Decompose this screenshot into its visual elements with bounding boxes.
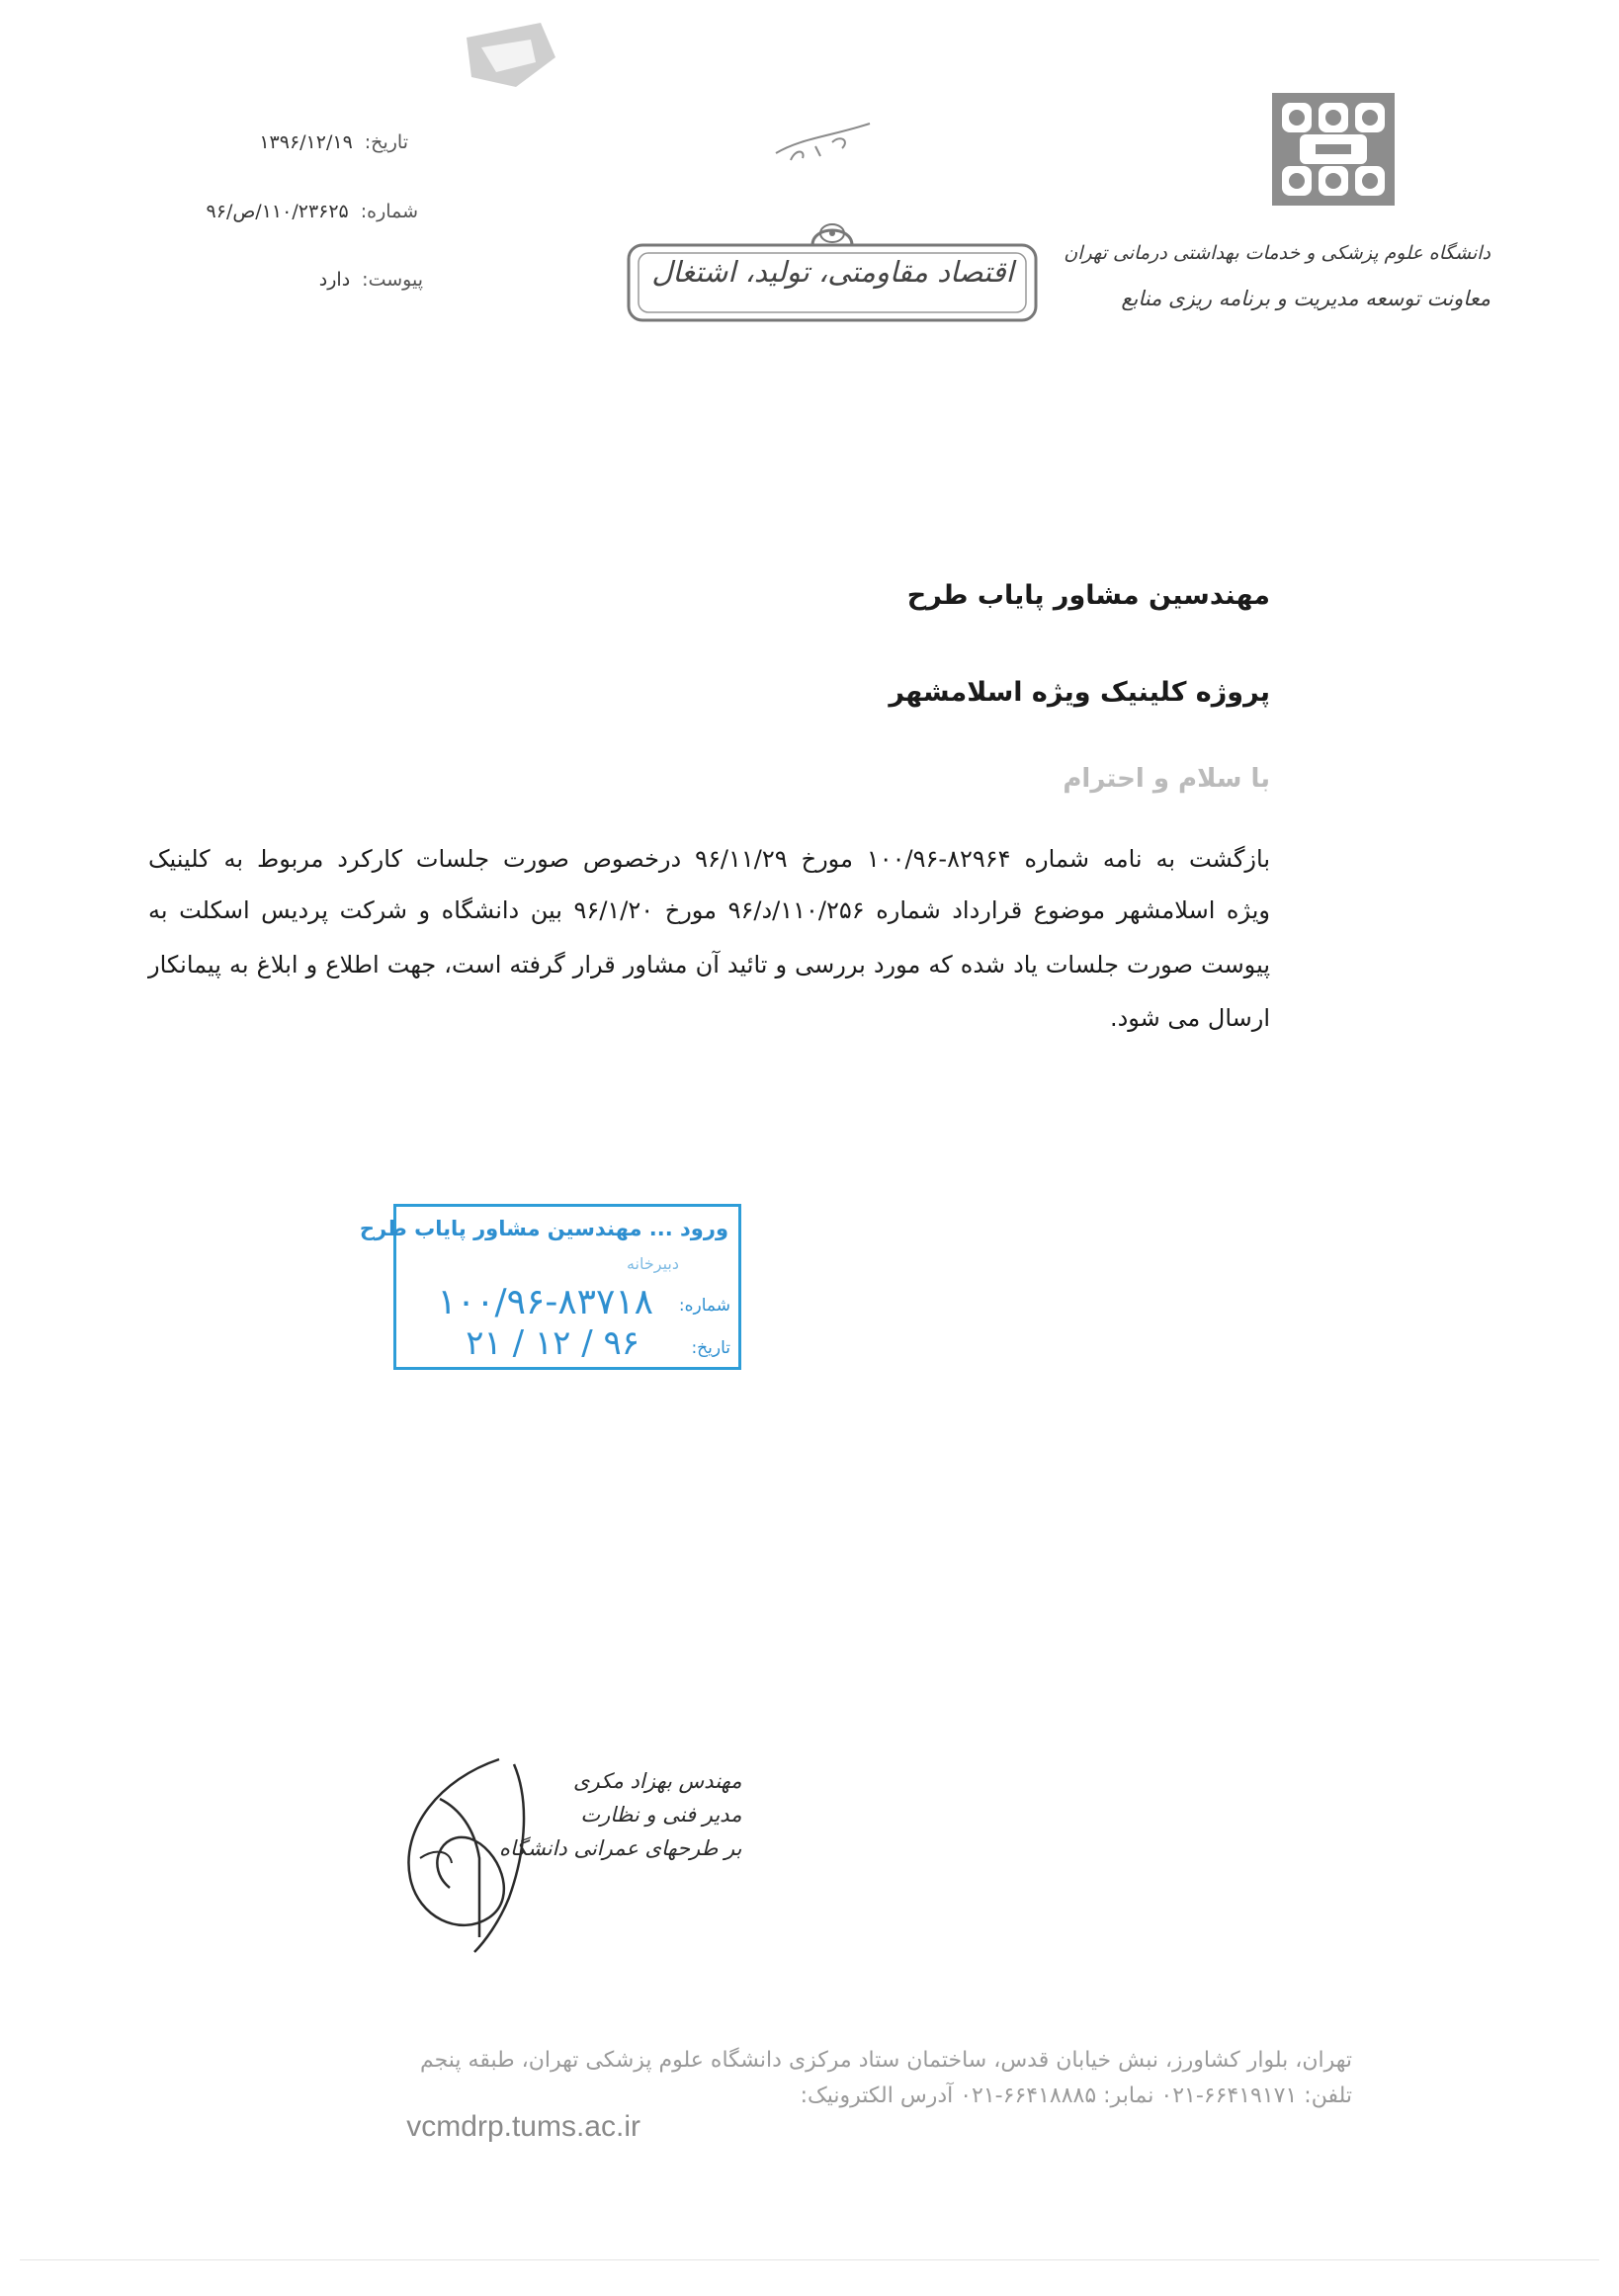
slogan-text: اقتصاد مقاومتی، تولید، اشتغال: [651, 255, 1014, 289]
letter-attachment: [319, 269, 423, 291]
footer-contact: تلفن: ۶۶۴۱۹۱۷۱-۰۲۱ نمابر: ۶۶۴۱۸۸۸۵-۰۲۱ آدرس الکترونیک:: [800, 2083, 1352, 2108]
university-logo: [1270, 91, 1397, 208]
signer-department: بر طرحهای عمرانی دانشگاه: [499, 1836, 742, 1860]
signer-position: مدیر فنی و نظارت: [580, 1803, 742, 1827]
date-label: تاریخ:: [364, 131, 408, 153]
number-value: ۱۱۰/۲۳۶۲۵/ص/۹۶: [206, 201, 349, 222]
receipt-date-label: تاریخ:: [691, 1338, 730, 1358]
body-line: پیوست صورت جلسات یاد شده که مورد بررسی و تائید آن مشاور قرار گرفته است، جهت اطلاع و ابلاغ به پیمانکار: [148, 951, 1270, 978]
receipt-stamp-title: ورود ... مهندسین مشاور پایاب طرح: [359, 1217, 728, 1240]
number-label: شماره:: [360, 201, 418, 222]
page-edge-line: [20, 2259, 1599, 2260]
letter-date: [259, 131, 408, 153]
body-line: ارسال می شود.: [1109, 1004, 1270, 1032]
project-line: پروژه کلینیک ویژه اسلامشهر: [889, 677, 1270, 708]
ink-smudge: [457, 18, 565, 97]
greeting-line: با سلام و احترام: [1063, 764, 1270, 794]
date-value: ۱۳۹۶/۱۲/۱۹: [259, 131, 353, 153]
footer-website: vcmdrp.tums.ac.ir: [406, 2110, 640, 2143]
department-name: معاونت توسعه مدیریت و برنامه ریزی منابع: [1121, 287, 1491, 310]
handwritten-note: [771, 99, 880, 178]
attachment-value: دارد: [318, 269, 351, 291]
receipt-stamp: [359, 1204, 741, 1370]
letter-number: [207, 201, 418, 222]
footer-address: تهران، بلوار کشاورز، نبش خیابان قدس، ساختمان ستاد مرکزی دانشگاه علوم پزشکی تهران، طبقه پنجم: [419, 2048, 1352, 2073]
attachment-label: پیوست:: [362, 269, 423, 291]
receipt-number-label: شماره:: [678, 1296, 730, 1316]
university-name: دانشگاه علوم پزشکی و خدمات بهداشتی درمانی تهران: [1064, 242, 1491, 264]
receipt-stamp-subtitle: دبیرخانه: [626, 1254, 679, 1273]
receipt-date-value: ۹۶ / ۱۲ / ۲۱: [466, 1323, 639, 1363]
body-line: ویژه اسلامشهر موضوع قرارداد شماره ۱۱۰/۲۵۶/د/۹۶ مورخ ۹۶/۱/۲۰ بین دانشگاه و شرکت پردیس اسکلت به: [148, 896, 1270, 924]
recipient-line: مهندسین مشاور پایاب طرح: [906, 580, 1270, 611]
signature-block: [499, 1769, 741, 1860]
receipt-number-value: ۱۰۰/۹۶-۸۳۷۱۸: [437, 1282, 653, 1322]
signer-name: مهندس بهزاد مکری: [573, 1769, 742, 1793]
body-line: بازگشت به نامه شماره ۸۲۹۶۴-۱۰۰/۹۶ مورخ ۹۶/۱۱/۲۹ درخصوص صورت جلسات کارکرد مربوط به کلینیک: [148, 845, 1271, 873]
